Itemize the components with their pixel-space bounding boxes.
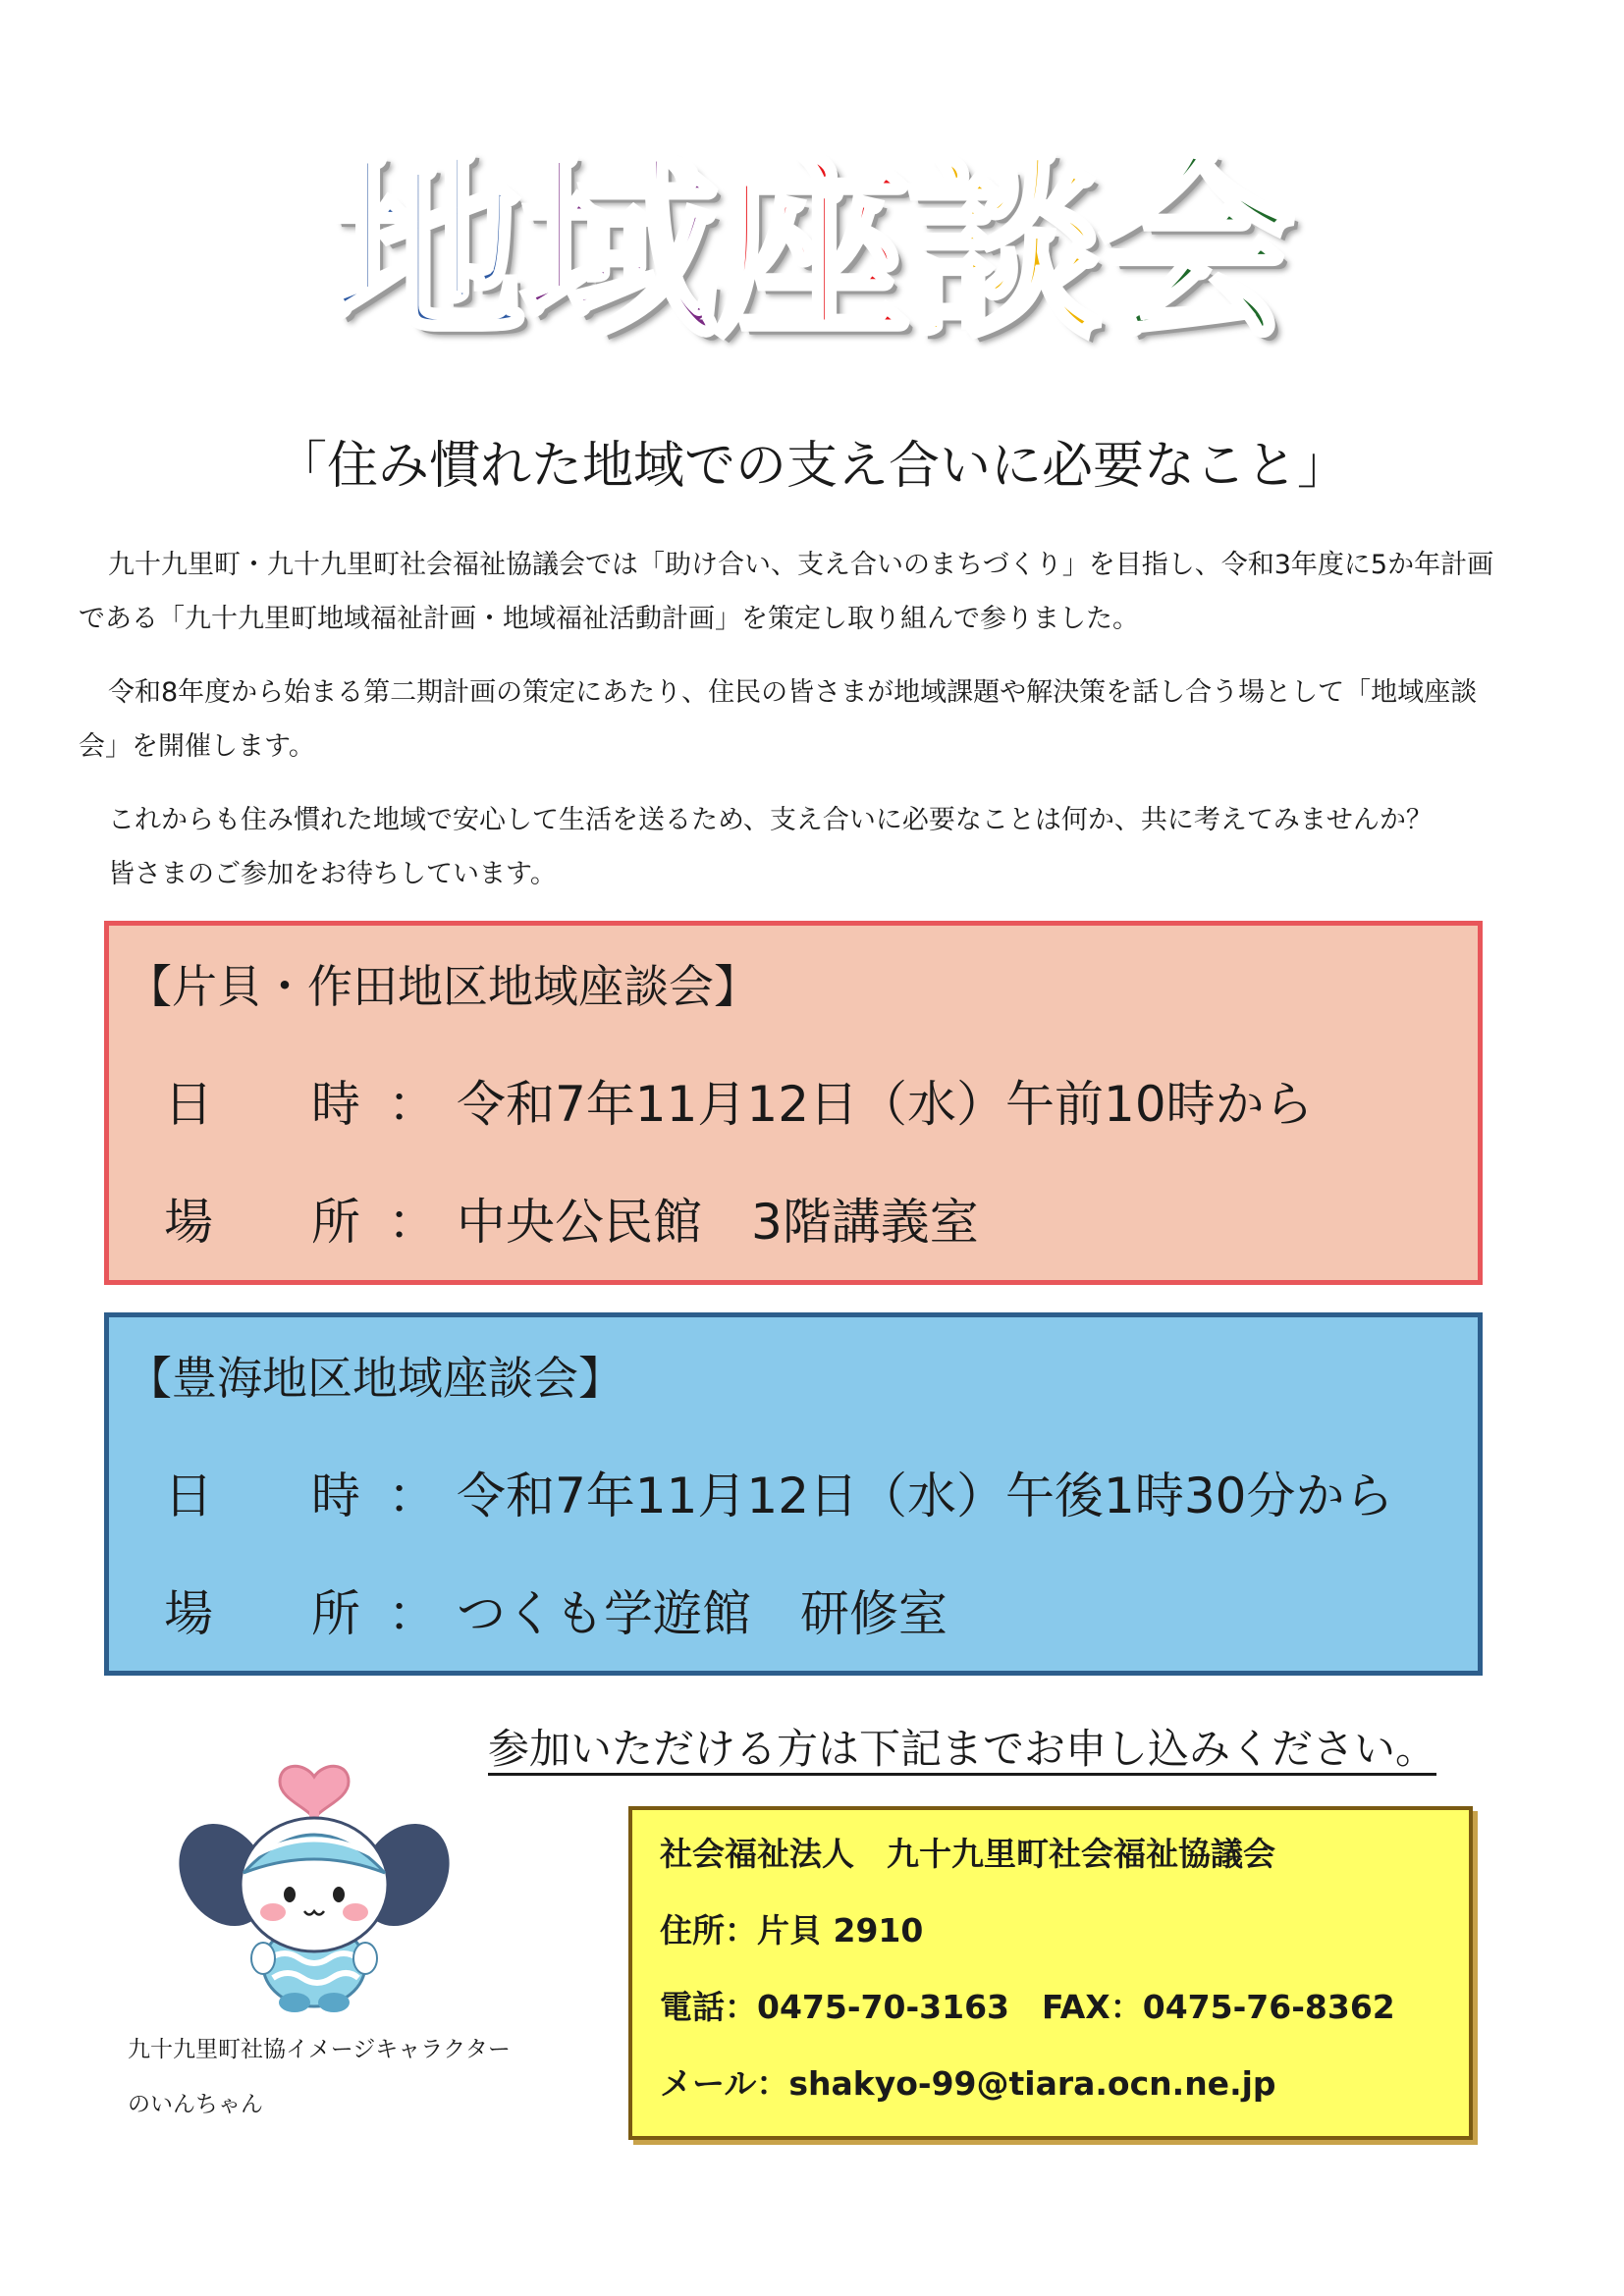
event-place-row [164, 1191, 979, 1254]
intro-paragraph-3 [79, 793, 1551, 901]
label-char: 所 [311, 1585, 360, 1642]
event-date-value: 令和7年11月12日（水）午前10時から [457, 1076, 1314, 1133]
colon: ： [388, 1468, 437, 1524]
colon: ： [388, 1076, 437, 1133]
mascot-illustration [157, 1708, 471, 2022]
label-char: 場 [164, 1585, 213, 1642]
event-title: 【片貝・作田地区地域座談会】 [127, 960, 759, 1013]
event-place-value: つくも学遊館 研修室 [457, 1585, 947, 1642]
contact-organization: 社会福祉法人 九十九里町社会福祉協議会 [660, 1835, 1275, 1873]
label-char: 日 [164, 1076, 213, 1133]
paragraph-line: 令和8年度から始まる第二期計画の策定にあたり、住民の皆さまが地域課題や解決策を話し合う場として「地域座談 [108, 677, 1478, 708]
intro-paragraph-1 [79, 538, 1551, 646]
place-label [164, 1191, 360, 1254]
page-title [0, 137, 1624, 363]
title-char-2: 域 [520, 135, 718, 364]
label-char: 日 [164, 1468, 213, 1524]
event-date-value: 令和7年11月12日（水）午後1時30分から [457, 1468, 1394, 1524]
event-place-row [164, 1582, 947, 1645]
title-char-1: 地 [328, 135, 525, 364]
subtitle: 「住み慣れた地域での支え合いに必要なこと」 [275, 437, 1348, 496]
title-char-3: 座 [713, 135, 910, 364]
contact-address: 住所：片貝 2910 [660, 1911, 924, 1949]
colon: ： [388, 1194, 437, 1251]
date-label [164, 1465, 360, 1527]
event-place-value: 中央公民館 3階講義室 [457, 1194, 979, 1251]
event-date-row [164, 1465, 1394, 1527]
event-box-toyomi [104, 1312, 1483, 1676]
event-date-row [164, 1073, 1314, 1136]
event-box-katakai-sakuta [104, 921, 1483, 1285]
mascot-caption [128, 2022, 511, 2132]
paragraph-line: 皆さまのご参加をお待ちしています。 [108, 859, 557, 889]
contact-phone-fax: 電話：0475-70-3163 FAX：0475-76-8362 [660, 1988, 1395, 2026]
contact-box [628, 1806, 1473, 2140]
paragraph-line: 会」を開催します。 [79, 731, 315, 762]
event-title: 【豊海地区地域座談会】 [127, 1352, 623, 1405]
label-char: 場 [164, 1194, 213, 1251]
title-char-5: 会 [1099, 135, 1296, 364]
paragraph-line: 九十九里町・九十九里町社会福祉協議会では「助け合い、支え合いのまちづくり」を目指し、令和3年度に5か年計画 [108, 550, 1494, 580]
colon: ： [388, 1585, 437, 1642]
mascot-caption-line: 九十九里町社協イメージキャラクター [128, 2037, 511, 2062]
label-char: 時 [311, 1076, 360, 1133]
paragraph-line: である「九十九里町地域福祉計画・地域福祉活動計画」を策定し取り組んで参りました。 [79, 604, 1139, 634]
place-label [164, 1582, 360, 1645]
date-label [164, 1073, 360, 1136]
paragraph-line: これからも住み慣れた地域で安心して生活を送るため、支え合いに必要なことは何か、共に考えてみませんか？ [108, 805, 1433, 835]
mascot-caption-line: のいんちゃん [128, 2092, 263, 2117]
title-char-4: 談 [906, 135, 1104, 364]
label-char: 所 [311, 1194, 360, 1251]
intro-paragraph-2 [79, 666, 1551, 774]
contact-email: メール：shakyo-99@tiara.ocn.ne.jp [660, 2064, 1276, 2103]
label-char: 時 [311, 1468, 360, 1524]
apply-instruction: 参加いただける方は下記までお申し込みください。 [488, 1725, 1437, 1773]
